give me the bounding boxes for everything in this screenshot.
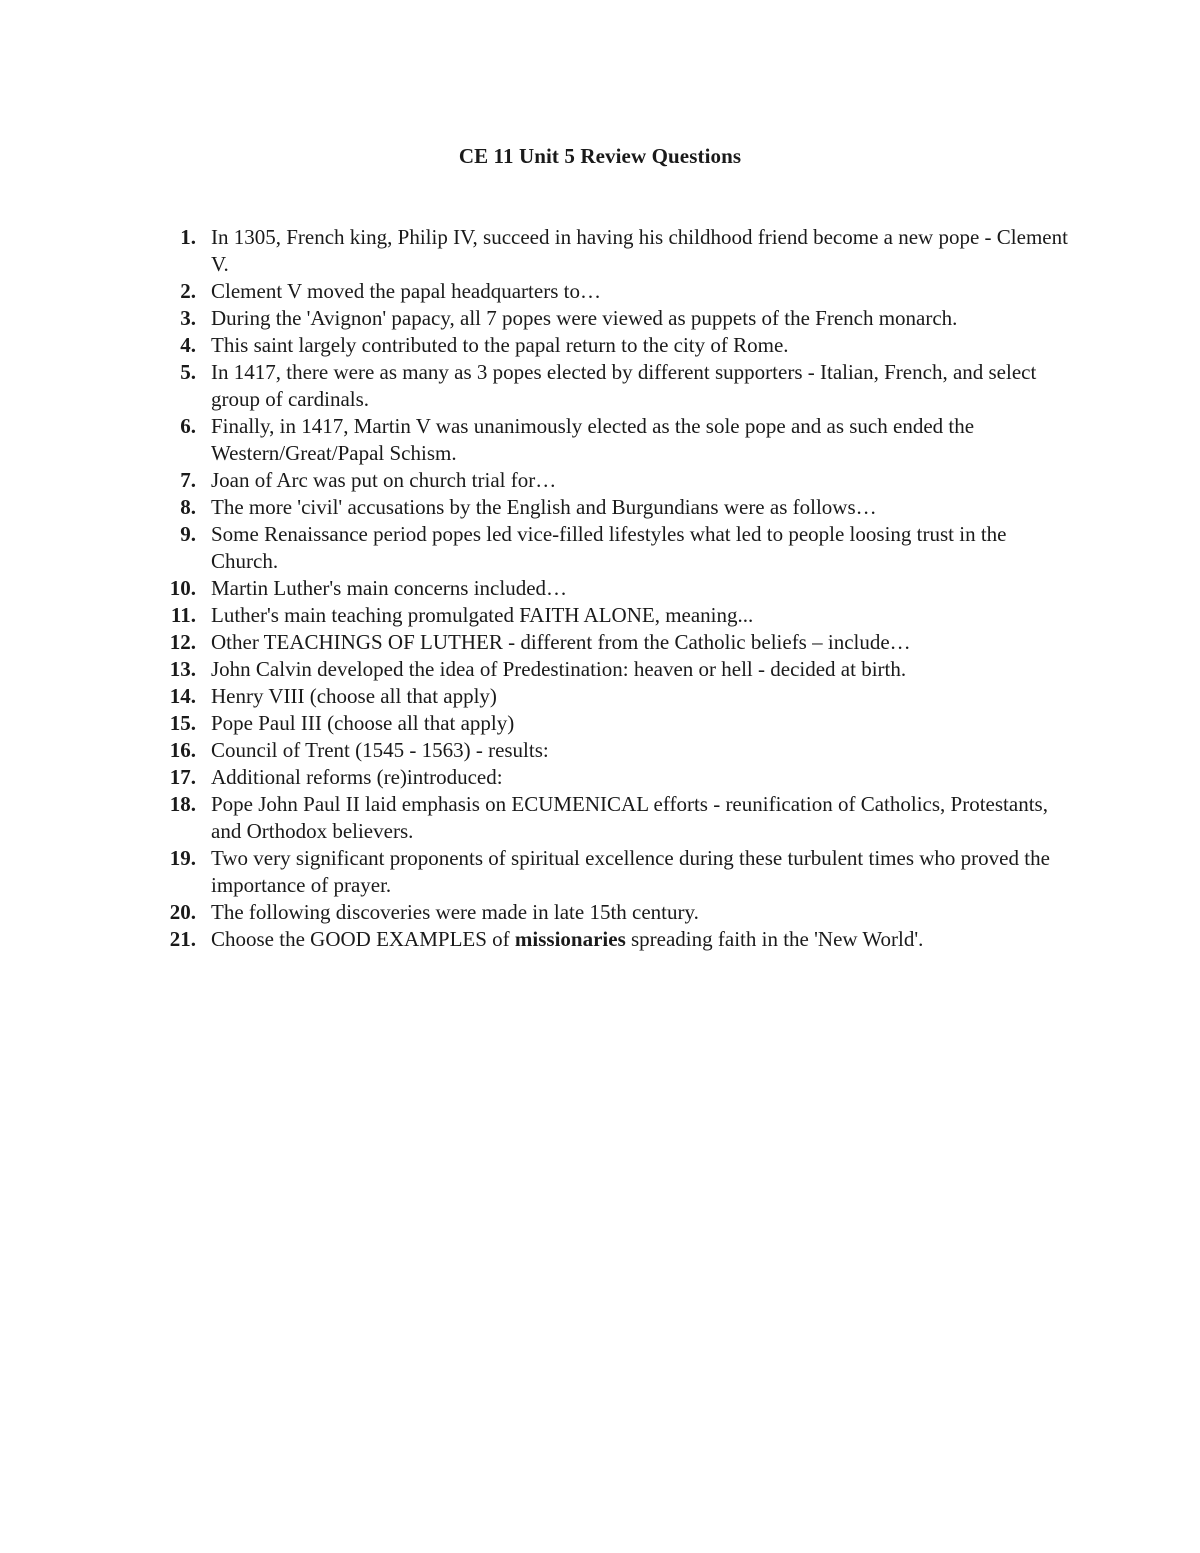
question-number: 18. bbox=[169, 792, 196, 816]
question-item bbox=[140, 629, 1070, 656]
question-number: 3. bbox=[180, 306, 196, 330]
question-text: John Calvin developed the idea of Predestination: heaven or hell - decided at birth. bbox=[211, 657, 907, 681]
question-item bbox=[140, 359, 1070, 413]
question-number: 14. bbox=[169, 684, 196, 708]
question-number: 6. bbox=[180, 414, 196, 438]
question-item bbox=[140, 278, 1070, 305]
question-item bbox=[140, 926, 1070, 953]
question-item bbox=[140, 521, 1070, 575]
question-text: The following discoveries were made in late 15th century. bbox=[211, 900, 699, 924]
question-number: 15. bbox=[169, 711, 196, 735]
question-number: 8. bbox=[180, 495, 196, 519]
question-item bbox=[140, 791, 1070, 845]
question-item bbox=[140, 764, 1070, 791]
question-number: 16. bbox=[169, 738, 196, 762]
question-number: 17. bbox=[169, 765, 196, 789]
question-text: Council of Trent (1545 - 1563) - results: bbox=[211, 738, 549, 762]
question-text: In 1305, French king, Philip IV, succeed in having his childhood friend become a new pope - Clement V. bbox=[211, 225, 1068, 276]
question-item bbox=[140, 683, 1070, 710]
question-text: Henry VIII (choose all that apply) bbox=[211, 684, 497, 708]
question-item bbox=[140, 575, 1070, 602]
question-text-bold: missionaries bbox=[514, 927, 626, 951]
question-item bbox=[140, 494, 1070, 521]
question-text: Luther's main teaching promulgated FAITH ALONE, meaning... bbox=[211, 603, 754, 627]
question-item bbox=[140, 710, 1070, 737]
question-text: In 1417, there were as many as 3 popes elected by different supporters - Italian, French, and select group of cardinals. bbox=[211, 360, 1037, 411]
question-text: Finally, in 1417, Martin V was unanimously elected as the sole pope and as such ended the Western/Great/Papal Schism. bbox=[211, 414, 975, 465]
question-number: 10. bbox=[169, 576, 196, 600]
question-item bbox=[140, 332, 1070, 359]
question-text: Additional reforms (re)introduced: bbox=[211, 765, 503, 789]
question-item bbox=[140, 737, 1070, 764]
question-text bbox=[211, 927, 923, 951]
document-title: CE 11 Unit 5 Review Questions bbox=[458, 144, 742, 168]
question-item bbox=[140, 602, 1070, 629]
question-text: Pope John Paul II laid emphasis on ECUMENICAL efforts - reunification of Catholics, Protestants, and Orthodox believers. bbox=[211, 792, 1048, 843]
question-text: Pope Paul III (choose all that apply) bbox=[211, 711, 515, 735]
question-text: Clement V moved the papal headquarters to… bbox=[211, 279, 601, 303]
question-list bbox=[140, 224, 1070, 953]
question-item bbox=[140, 656, 1070, 683]
question-item bbox=[140, 899, 1070, 926]
question-text: Martin Luther's main concerns included… bbox=[211, 576, 568, 600]
question-item bbox=[140, 467, 1070, 494]
question-number: 13. bbox=[169, 657, 196, 681]
question-number: 4. bbox=[180, 333, 196, 357]
question-text-before: Choose the GOOD EXAMPLES of bbox=[211, 927, 515, 951]
question-text-after: spreading faith in the 'New World'. bbox=[625, 927, 924, 951]
question-item bbox=[140, 413, 1070, 467]
question-text: Joan of Arc was put on church trial for… bbox=[211, 468, 557, 492]
question-text: This saint largely contributed to the papal return to the city of Rome. bbox=[211, 333, 789, 357]
question-number: 9. bbox=[180, 522, 196, 546]
question-text: Some Renaissance period popes led vice-filled lifestyles what led to people loosing trust in the Church. bbox=[211, 522, 1007, 573]
question-number: 2. bbox=[180, 279, 196, 303]
question-item bbox=[140, 224, 1070, 278]
question-text: Two very significant proponents of spiritual excellence during these turbulent times who proved the importance of prayer. bbox=[211, 846, 1050, 897]
question-number: 12. bbox=[169, 630, 196, 654]
question-text: The more 'civil' accusations by the English and Burgundians were as follows… bbox=[211, 495, 877, 519]
question-number: 1. bbox=[180, 225, 196, 249]
question-number: 19. bbox=[169, 846, 196, 870]
question-number: 11. bbox=[170, 603, 196, 627]
question-text: Other TEACHINGS OF LUTHER - different from the Catholic beliefs – include… bbox=[211, 630, 911, 654]
question-number: 21. bbox=[169, 927, 196, 951]
question-number: 5. bbox=[180, 360, 196, 384]
question-text: During the 'Avignon' papacy, all 7 popes were viewed as puppets of the French monarch. bbox=[211, 306, 958, 330]
question-item bbox=[140, 305, 1070, 332]
question-number: 20. bbox=[169, 900, 196, 924]
question-item bbox=[140, 845, 1070, 899]
question-number: 7. bbox=[180, 468, 196, 492]
